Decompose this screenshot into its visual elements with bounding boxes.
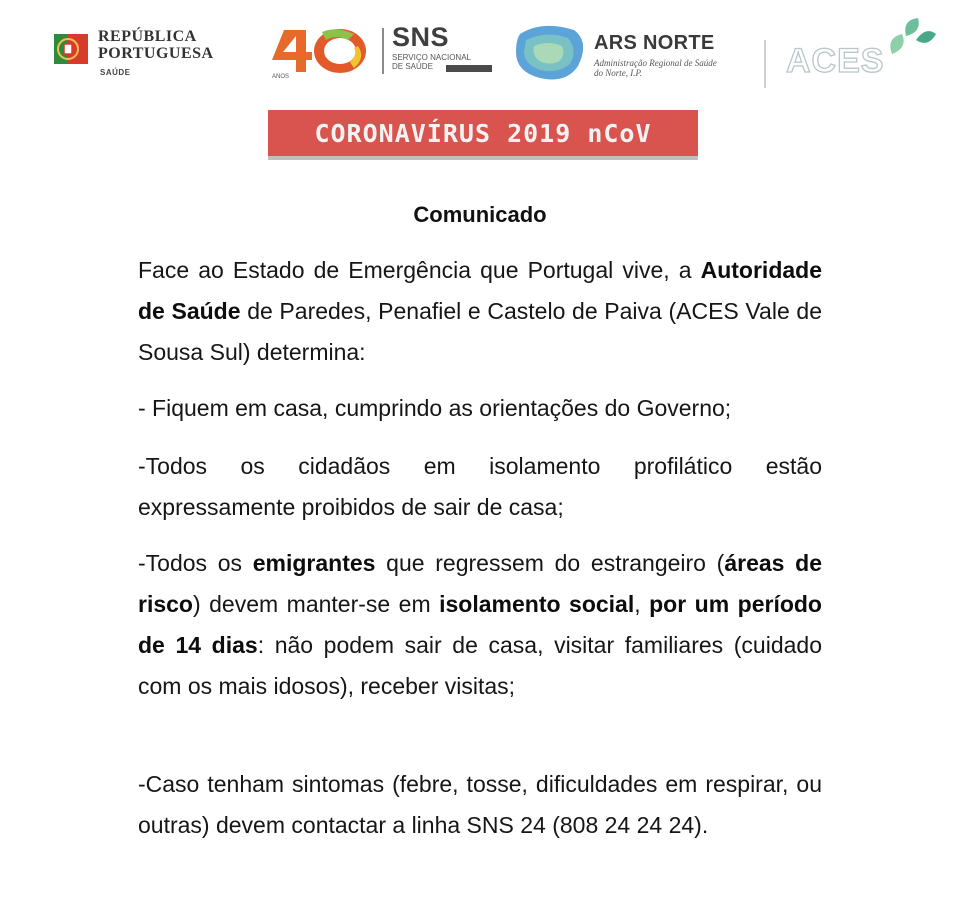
paragraph-5: -Caso tenham sintomas (febre, tosse, dificuldades em respirar, ou outras) devem contactar a linha SNS 24 (808 24 24 24). — [138, 771, 822, 838]
republica-title: REPÚBLICA PORTUGUESA — [98, 28, 214, 62]
aces-divider — [764, 40, 766, 88]
p1-text-c: de Paredes, Penafiel e Castelo de Paiva (ACES Vale de Sousa Sul) determina: — [138, 298, 822, 365]
p4-bold-emigrantes: emigrantes — [252, 550, 376, 576]
banner-label: CORONAVÍRUS 2019 nCoV — [314, 118, 652, 148]
sns-40-anos-logo — [270, 24, 374, 80]
coronavirus-banner — [268, 110, 698, 156]
document-title: Comunicado — [413, 202, 547, 227]
sns-tag — [446, 65, 492, 72]
republica-portuguesa-logo — [54, 24, 244, 84]
p4-bold-areas-risco: áreas de risco — [138, 550, 823, 617]
aces-logo — [782, 14, 938, 88]
ars-title: ARS NORTE — [594, 32, 715, 54]
sns40-years-label: ANOS — [272, 74, 290, 80]
republica-subtitle: SAÚDE — [100, 68, 131, 77]
ars-subtitle: Administração Regional de Saúde do Norte, I.P. — [594, 58, 717, 78]
paragraph-4 — [138, 543, 822, 707]
ars-norte-logo — [512, 22, 732, 86]
p4-bold-periodo: por um período de 14 dias — [138, 591, 822, 658]
sns-logo — [382, 22, 498, 82]
p4-text-i: : não podem sair de casa, visitar familiares (cuidado com os mais idosos), receber visitas; — [138, 632, 823, 699]
sns-subtitle: SERVIÇO NACIONAL DE SAÚDE — [392, 53, 471, 71]
p4-text-e: ) devem manter-se em — [192, 591, 440, 617]
p1-text-a: Face ao Estado de Emergência que Portugal vive, a — [138, 257, 701, 283]
ars-norte-blob-icon — [512, 22, 588, 84]
paragraph-1 — [138, 250, 822, 373]
aces-leaves-icon — [882, 14, 938, 58]
banner-shadow — [268, 156, 698, 160]
paragraph-2: - Fiquem em casa, cumprindo as orientações do Governo; — [138, 395, 732, 421]
p4-bold-isolamento: isolamento social — [439, 591, 635, 617]
p4-text-g: , — [634, 591, 650, 617]
portuguese-emblem-icon — [54, 28, 90, 68]
p4-text-c: que regressem do estrangeiro ( — [375, 550, 725, 576]
p1-bold-authority: Autoridade de Saúde — [138, 257, 822, 324]
paragraph-3: -Todos os cidadãos em isolamento profilático estão expressamente proibidos de sair de casa; — [138, 453, 822, 520]
p4-text-a: -Todos os — [138, 550, 253, 576]
sns-divider — [382, 28, 384, 74]
sns-title: SNS — [392, 22, 450, 52]
aces-title: ACES — [786, 42, 885, 80]
